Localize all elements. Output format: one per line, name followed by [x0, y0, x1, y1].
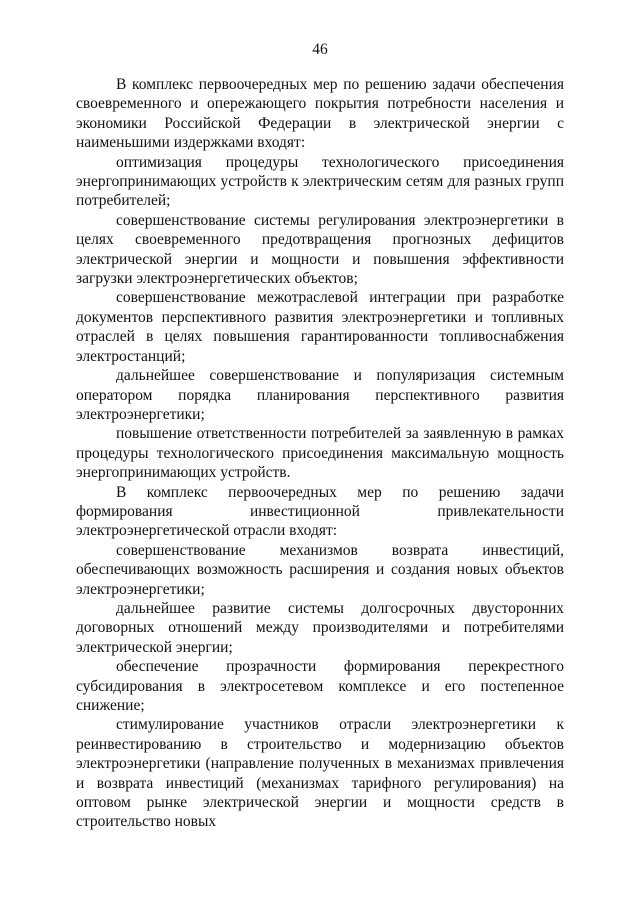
- list-item: дальнейшее совершенствование и популяризация системным оператором порядка планирования перспективного развития электроэнергетики;: [76, 367, 564, 423]
- document-body: [76, 75, 564, 832]
- list-item: дальнейшее развитие системы долгосрочных двусторонних договорных отношений между производителями и потребителями электрической энергии;: [76, 599, 564, 656]
- list-item: оптимизация процедуры технологического присоединения энергопринимающих устройств к электрическим сетям для разных групп потребителей;: [76, 153, 564, 210]
- list-item: повышение ответственности потребителей за заявленную в рамках процедуры технологического присоединения максимальную мощность энергопринимающих устройств.: [76, 425, 564, 482]
- paragraph-intro-supply: В комплекс первоочередных мер по решению задачи обеспечения своевременного и опережающего покрытия потребности населения и экономики Российской Федерации в электрической энергии с наименьшими издержками входят:: [76, 76, 564, 152]
- list-item: обеспечение прозрачности формирования перекрестного субсидирования в электросетевом комплексе и его постепенное снижение;: [76, 658, 564, 714]
- page-number: 46: [312, 41, 328, 58]
- paragraph-intro-investment: В комплекс первоочередных мер по решению задачи формирования инвестиционной привлекательности электроэнергетической отрасли входят:: [76, 483, 564, 540]
- list-item: стимулирование участников отрасли электроэнергетики к реинвестированию в строительство и модернизацию объектов электроэнергетики (направление полученных в механизмах привлечения и возврата инвестиций (механизмах тарифного регулирования) на оптовом рынке электрической энергии и мощности средств в строительство новых: [76, 716, 564, 831]
- list-item: совершенствование межотраслевой интеграции при разработке документов перспективного развития электроэнергетики и топливных отраслей в целях повышения гарантированности топливоснабжения электростанций;: [76, 289, 564, 365]
- list-item: совершенствование системы регулирования электроэнергетики в целях своевременного предотвращения прогнозных дефицитов электрической энергии и мощности и повышения эффективности загрузки электроэнергетических объектов;: [76, 211, 564, 288]
- list-item: совершенствование механизмов возврата инвестиций, обеспечивающих возможность расширения и создания новых объектов электроэнергетики;: [76, 541, 564, 598]
